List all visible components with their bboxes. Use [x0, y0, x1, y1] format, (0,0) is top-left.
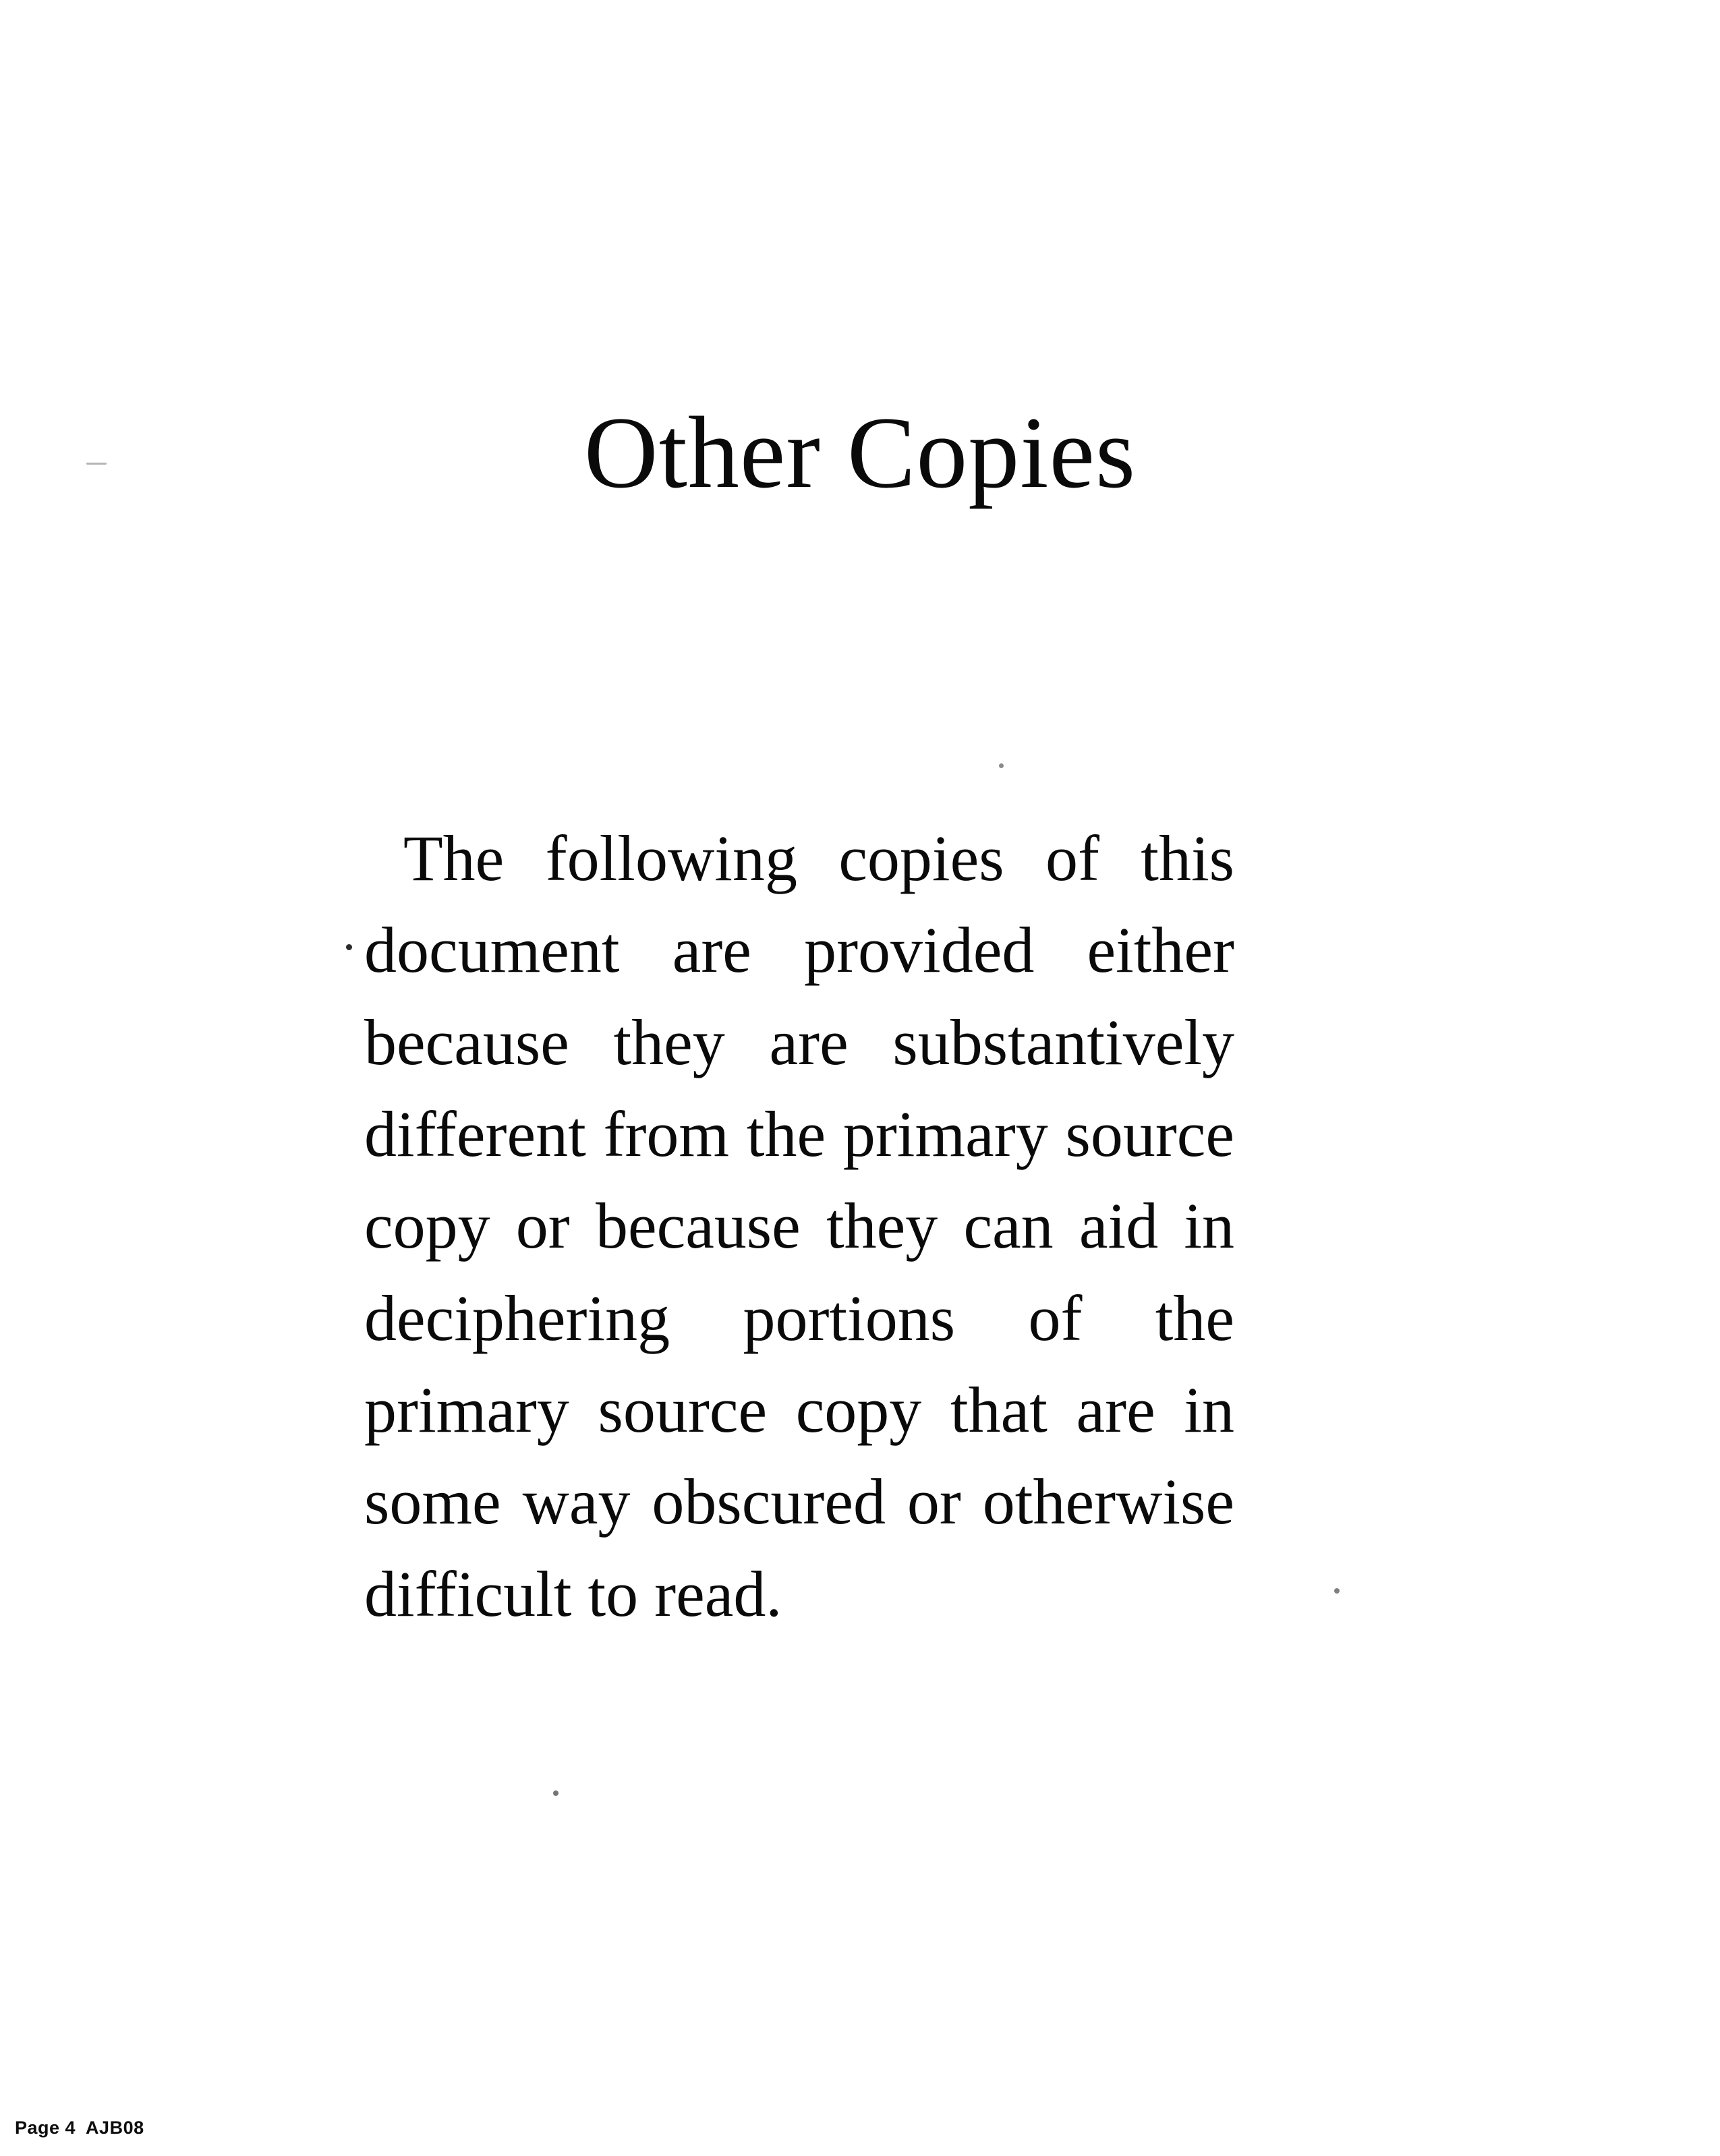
- scan-speck: [346, 944, 352, 950]
- scan-speck: [1334, 1588, 1340, 1594]
- page-footer: Page 4 AJB08: [15, 2118, 144, 2138]
- body-text-block: [364, 813, 1234, 1640]
- scan-speck: [999, 763, 1004, 768]
- page-title: Other Copies: [583, 395, 1137, 509]
- scan-speck: [553, 1790, 558, 1796]
- body-paragraph: The following copies of this document are provided either because they are substantively different from the primary source copy or because they can aid in deciphering portions of the primary source copy that are in some way obscured or otherwise difficult to read.: [364, 822, 1234, 1630]
